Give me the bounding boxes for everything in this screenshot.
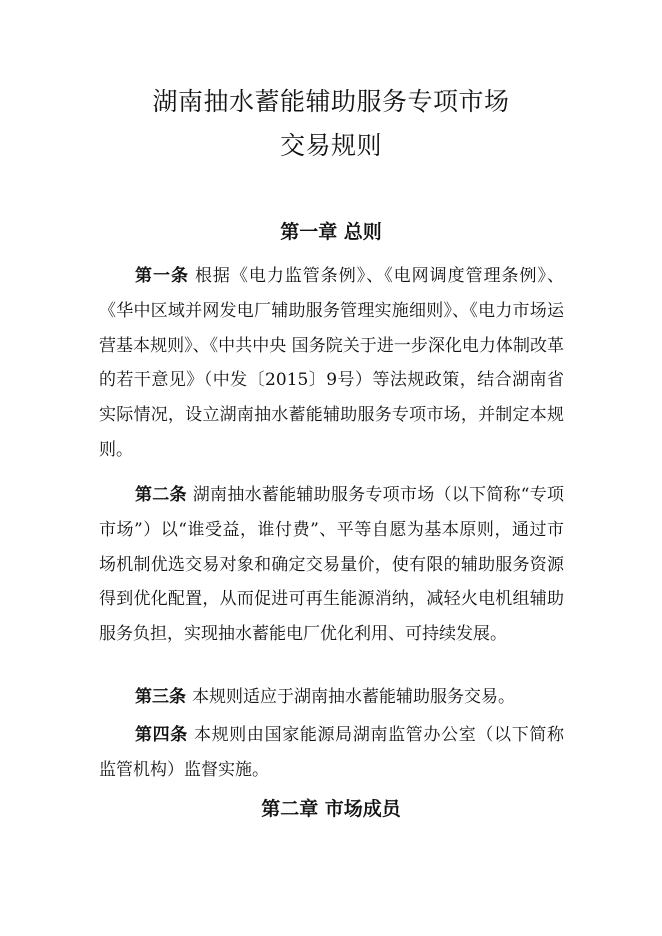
article-4-text: 本规则由国家能源局湖南监管办公室（以下简称监管机构）监督实施。 xyxy=(99,725,565,780)
article-4 xyxy=(99,718,564,788)
article-1-text: 根据《电力监管条例》、《电网调度管理条例》、《华中区域并网发电厂辅助服务管理实施细则》、《电力市场运营基本规则》、《中共中央 国务院关于进一步深化电力体制改革的若干意见》（中发〔2015〕9号）等法规政策，结合湖南省实际情况，设立湖南抽水蓄能辅助服务专项市场，并制定本规则。 xyxy=(99,266,564,460)
article-2 xyxy=(99,478,564,652)
article-1 xyxy=(99,259,564,468)
article-2-text: 湖南抽水蓄能辅助服务专项市场（以下简称“专项市场”）以“谁受益，谁付费”、平等自愿为基本原则，通过市场机制优选交易对象和确定交易量价，使有限的辅助服务资源得到优化配置，从而促进可再生能源消纳，减轻火电机组辅助服务负担，实现抽水蓄能电厂优化利用、可持续发展。 xyxy=(99,485,564,645)
article-3-text: 本规则适应于湖南抽水蓄能辅助服务交易。 xyxy=(192,687,515,707)
article-3 xyxy=(99,680,564,715)
article-4-label: 第四条 xyxy=(135,725,188,745)
chapter-heading-1: 第一章 总则 xyxy=(280,221,382,243)
chapter-heading-2: 第二章 市场成员 xyxy=(261,798,401,820)
document-title-line-1: 湖南抽水蓄能辅助服务专项市场 xyxy=(152,87,510,116)
article-1-label: 第一条 xyxy=(135,266,189,286)
article-2-label: 第二条 xyxy=(135,485,187,505)
article-3-label: 第三条 xyxy=(135,687,186,707)
document-title-line-2: 交易规则 xyxy=(279,131,382,160)
